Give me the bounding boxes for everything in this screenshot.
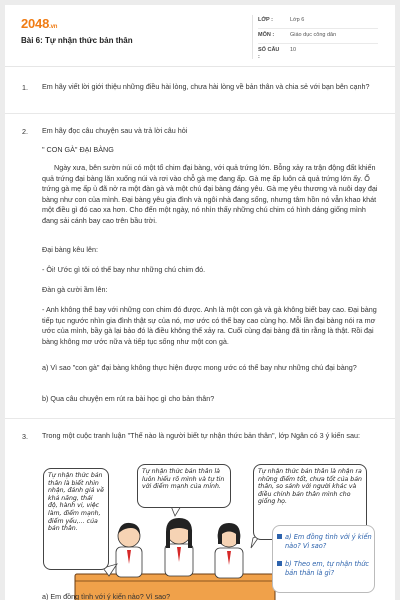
sub-question-a bbox=[285, 533, 373, 550]
meta-separator bbox=[258, 28, 378, 29]
meta-count-value: 10 bbox=[290, 47, 297, 53]
meta-count-key: SỐ CÂU : bbox=[258, 47, 280, 60]
story-title: " CON GÀ" ĐẠI BÀNG bbox=[42, 145, 114, 154]
story-paragraph-4: Đàn gà cười ầm lên: bbox=[42, 285, 108, 294]
question-1-text: Em hãy viết lời giới thiệu những điều hài lòng, chưa hài lòng về bản thân và chia sẻ với bạn bên cạnh? bbox=[42, 82, 370, 91]
worksheet-page bbox=[5, 5, 395, 600]
student-left bbox=[116, 523, 142, 577]
header-divider bbox=[252, 15, 253, 59]
logo-text: 2048 bbox=[21, 16, 50, 31]
question-2-text: Em hãy đọc câu chuyện sau và trả lời câu hỏi bbox=[42, 126, 188, 135]
question-3a: a) Em đồng tình với ý kiến nào? Vì sao? bbox=[42, 592, 171, 600]
bullet-icon bbox=[277, 561, 282, 566]
question-divider bbox=[5, 113, 395, 114]
question-1-number: 1. bbox=[22, 83, 28, 92]
student-middle bbox=[165, 518, 193, 576]
opinion-bubble-2: Tự nhận thức bản thân là luôn hiểu rõ mình và tự tin với điểm mạnh của mình. bbox=[137, 464, 231, 508]
story-paragraph-1: Ngày xưa, bên sườn núi có một tổ chim đại bàng, với quả trứng lớn. Bỗng xảy ra trận động đất khiến quả trứng đại bàng lăn xuống núi và rơi vào chỗ gà mẹ đang ấp. Gà mẹ ấp luôn cả quả trứng lớn ấy. Ổ trứng gà mẹ ấp ủ đã nở ra một đàn gà và một chú đại bàng đáng yêu. Gà mẹ yêu thương và nuôi dạy đại bàng như con của mình. Đại bàng yêu gia đình và ngôi nhà đang sống, nhưng tâm hồn nó vẫn khao khát một điều gì đó cao xa hơn. Cho đến một ngày, nó nhìn thấy những chú chim có hình dáng giống mình đang sải cánh bay cao trên bầu trời. bbox=[42, 163, 378, 225]
meta-subject-value: Giáo dục công dân bbox=[290, 32, 337, 38]
question-3-text: Trong một cuộc tranh luận "Thế nào là người biết tự nhận thức bản thân", lớp Ngân có 3 ý kiến sau: bbox=[42, 431, 360, 440]
meta-grade-value: Lớp 6 bbox=[290, 17, 305, 23]
lesson-title: Bài 6: Tự nhận thức bản thân bbox=[21, 36, 133, 45]
question-2-number: 2. bbox=[22, 127, 28, 136]
question-divider bbox=[5, 418, 395, 419]
bullet-icon bbox=[277, 534, 282, 539]
meta-separator bbox=[258, 43, 378, 44]
question-2b: b) Qua câu chuyện em rút ra bài học gì cho bản thân? bbox=[42, 394, 215, 403]
site-logo[interactable] bbox=[21, 16, 57, 31]
sub-question-box bbox=[272, 525, 375, 593]
question-3-number: 3. bbox=[22, 432, 28, 441]
sub-question-b bbox=[285, 560, 373, 577]
question-2a: a) Vì sao "con gà" đại bàng không thực hiện được mong ước có thể bay như những chú đại bàng? bbox=[42, 363, 357, 372]
meta-grade-key: LỚP : bbox=[258, 17, 273, 23]
debate-illustration bbox=[47, 464, 372, 600]
sub-question-a-text: a) Em đồng tình với ý kiến nào? Vì sao? bbox=[285, 533, 372, 550]
story-paragraph-5: - Anh không thể bay với những con chim đó được. Anh là một con gà và gà không biết bay cao. Đại bàng tiếp tục ngước nhìn gia đình thật sự của nó, mơ ước có thể bay cao cùng họ. Mỗi lần đại bàng nói ra mơ ước của mình, bầy gà lại bảo đó là điều không thể xảy ra. Cuối cùng đại bàng đã tin rằng là thật. Rồi đại bàng không mơ ước nữa và tiếp tục sống như một con gà. bbox=[42, 305, 377, 346]
logo-suffix: .vn bbox=[49, 24, 58, 30]
opinion-bubble-1: Tự nhận thức bản thân là biết nhìn nhận, đánh giá về khả năng, thái độ, hành vi, việc làm, điểm mạnh, điểm yếu,... của bản thân. bbox=[43, 468, 109, 570]
sub-question-b-text: b) Theo em, tự nhận thức bản thân là gì? bbox=[285, 560, 370, 577]
page-header bbox=[5, 5, 395, 67]
opinion-bubble-3: Tự nhận thức bản thân là nhận ra những điểm tốt, chưa tốt của bản thân, so sánh với người khác và điều chỉnh bản thân mình cho giống họ. bbox=[253, 464, 367, 540]
meta-subject-key: MÔN : bbox=[258, 32, 275, 38]
student-right bbox=[215, 523, 243, 578]
story-paragraph-3: - Ôi! Ước gì tôi có thể bay như những chú chim đó. bbox=[42, 265, 206, 274]
story-paragraph-2: Đại bàng kêu lên: bbox=[42, 245, 98, 254]
